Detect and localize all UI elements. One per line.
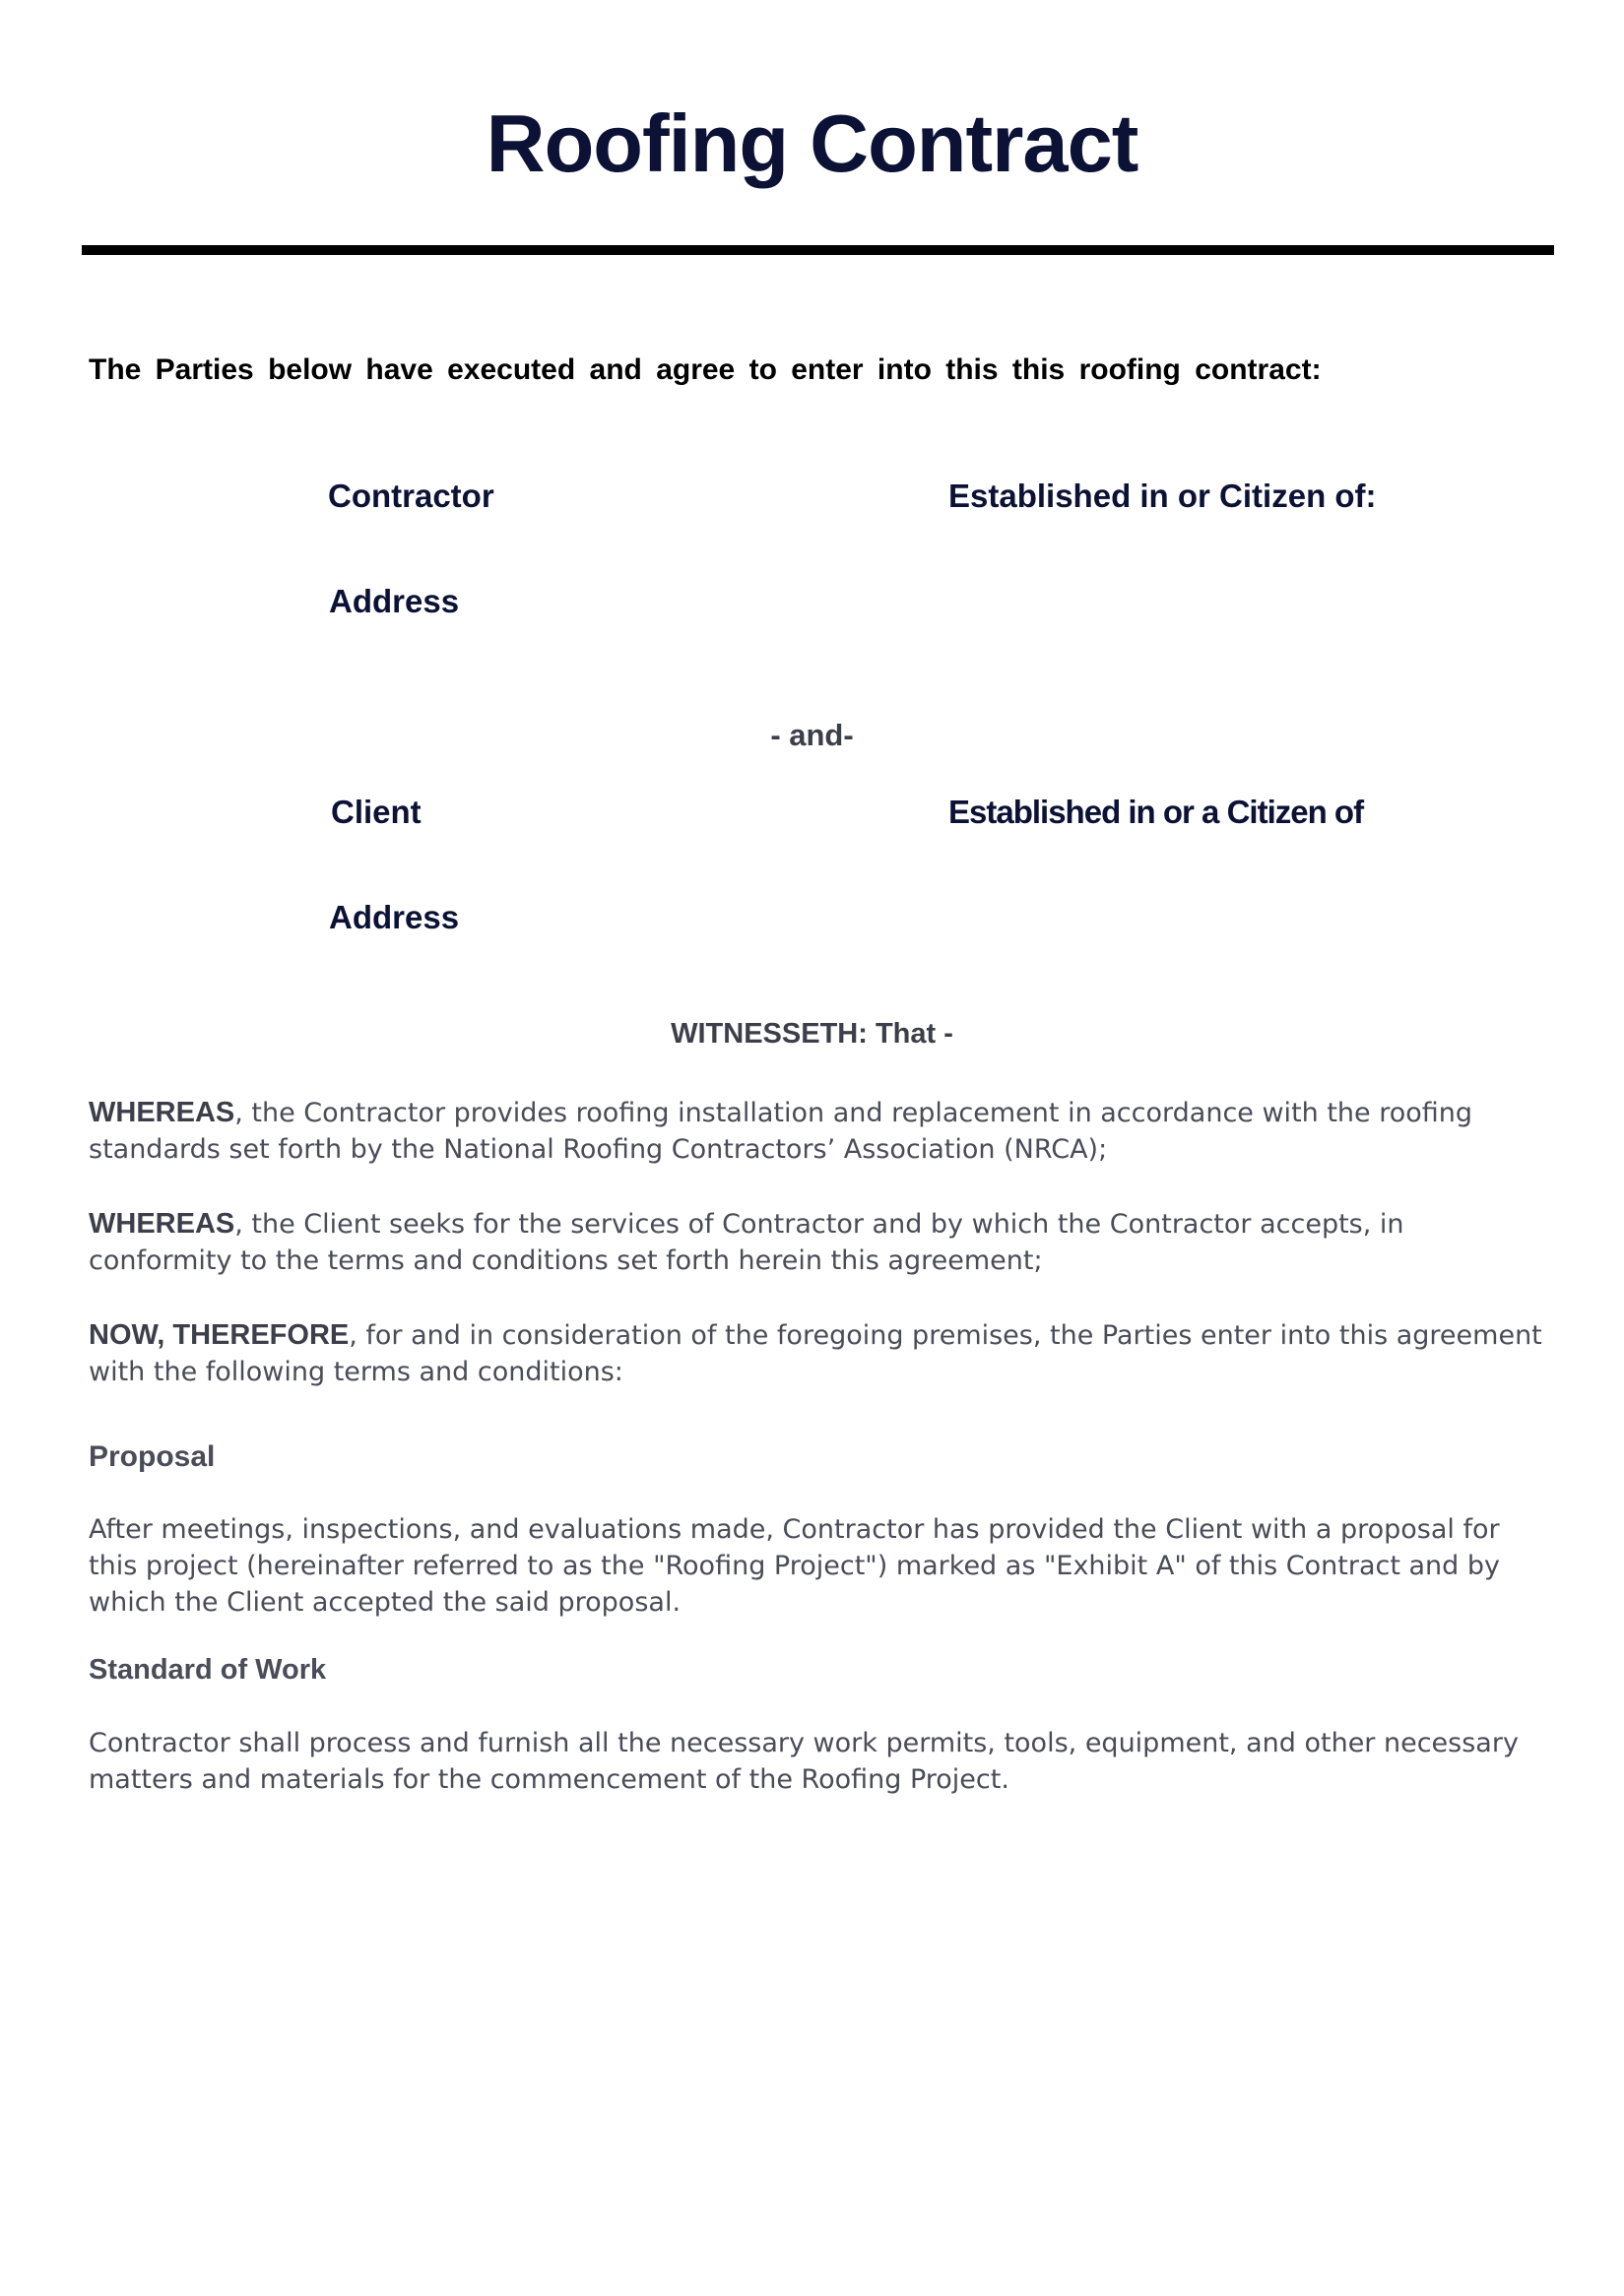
document-title: Roofing Contract: [486, 97, 1138, 189]
whereas-1-lead: WHEREAS: [89, 1097, 235, 1128]
now-therefore-clause: [89, 1317, 1546, 1390]
title-divider: [82, 245, 1554, 255]
contractor-address-label: Address: [329, 583, 460, 619]
proposal-text: After meetings, inspections, and evaluations made, Contractor has provided the Client with a proposal for this project (hereinafter referred to as the "Roofing Project") marked as "Exhibit A" of this Contract and by which the Client accepted the said proposal.: [89, 1514, 1501, 1618]
client-address-label: Address: [329, 899, 460, 935]
whereas-2-lead: WHEREAS: [89, 1208, 235, 1240]
whereas-1-text: , the Contractor provides roofing installation and replacement in accordance with the roofing standards set forth by the National Roofing Contractors’ Association (NRCA);: [89, 1098, 1473, 1165]
proposal-heading: Proposal: [89, 1440, 216, 1473]
contractor-established-label: Established in or Citizen of:: [948, 478, 1377, 514]
whereas-clause-1: [89, 1095, 1546, 1168]
whereas-2-text: , the Client seeks for the services of Contractor and by which the Contractor accepts, in conformity to the terms and conditions set forth herein this agreement;: [89, 1209, 1404, 1276]
client-established-label: Established in or a Citizen of: [948, 794, 1364, 830]
whereas-clause-2: [89, 1206, 1546, 1279]
client-label: Client: [331, 794, 422, 830]
witnesseth-heading: WITNESSETH: That -: [671, 1018, 953, 1050]
contractor-label: Contractor: [328, 478, 494, 514]
now-therefore-text: , for and in consideration of the foregoing premises, the Parties enter into this agreement with the following terms and conditions:: [89, 1320, 1542, 1387]
intro-statement: The Parties below have executed and agree to enter into this this roofing contract:: [89, 353, 1322, 386]
now-therefore-lead: NOW, THEREFORE: [89, 1319, 350, 1351]
and-separator: - and-: [770, 718, 854, 752]
standard-of-work-heading: Standard of Work: [89, 1654, 327, 1686]
standard-of-work-text: Contractor shall process and furnish all the necessary work permits, tools, equipment, and other necessary matters and materials for the commencement of the Roofing Project.: [89, 1728, 1519, 1795]
